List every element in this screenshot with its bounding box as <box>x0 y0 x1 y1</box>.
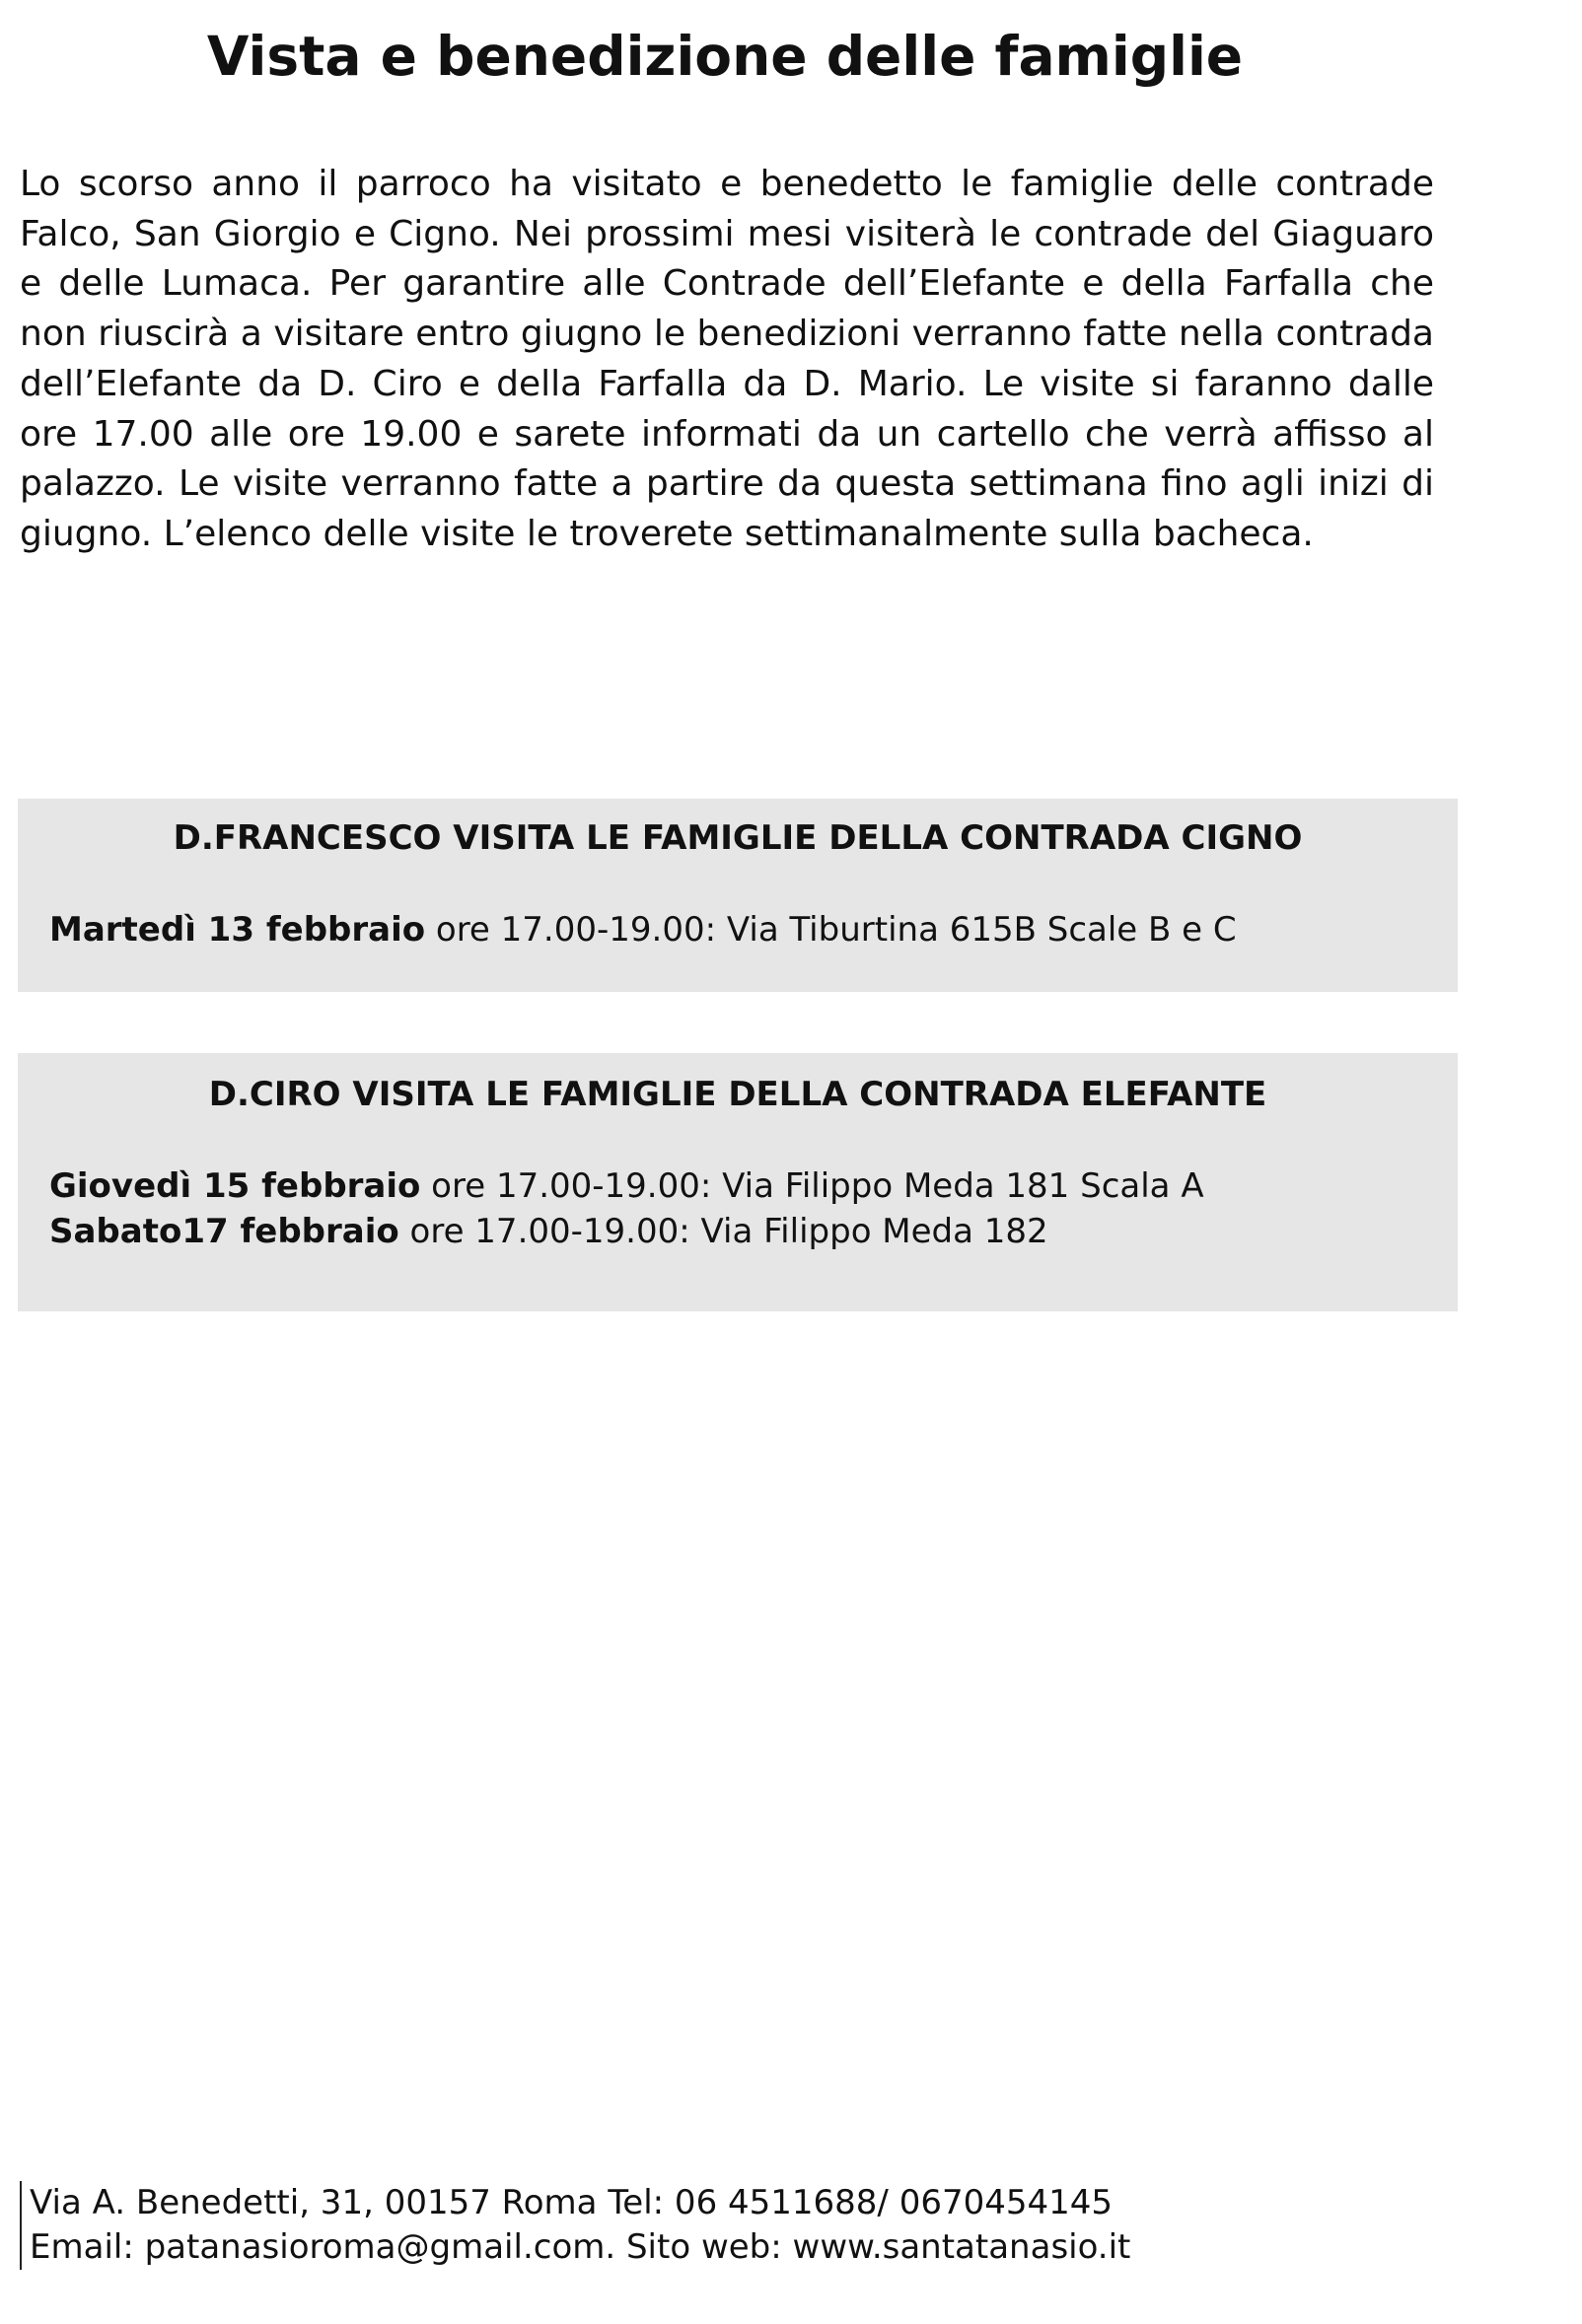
visit-detail: ore 17.00-19.00: Via Tiburtina 615B Scale B e C <box>425 910 1237 950</box>
visit-entry <box>49 907 1426 952</box>
visit-day: Sabato17 febbraio <box>49 1212 399 1251</box>
visit-entry <box>49 1209 1426 1254</box>
visit-detail: ore 17.00-19.00: Via Filippo Meda 181 Scala A <box>420 1166 1204 1206</box>
visit-box-cigno <box>18 799 1458 992</box>
page-title: Vista e benedizione delle famiglie <box>206 25 1244 88</box>
visit-list <box>49 1163 1426 1254</box>
visit-day: Giovedì 15 febbraio <box>49 1166 421 1206</box>
footer <box>20 2181 1130 2270</box>
footer-contacts: Email: patanasioroma@gmail.com. Sito web: www.santatanasio.it <box>30 2227 1131 2267</box>
visit-list <box>49 907 1426 952</box>
visit-day: Martedì 13 febbraio <box>49 910 426 950</box>
visit-box-heading: D.CIRO VISITA LE FAMIGLIE DELLA CONTRADA ELEFANTE <box>208 1075 1267 1114</box>
visit-entry <box>49 1163 1426 1209</box>
footer-address: Via A. Benedetti, 31, 00157 Roma Tel: 06 4511688/ 0670454145 <box>30 2183 1114 2222</box>
visit-box-heading: D.FRANCESCO VISITA LE FAMIGLIE DELLA CONTRADA CIGNO <box>173 818 1303 858</box>
visit-box-elefante <box>18 1053 1458 1311</box>
visit-detail: ore 17.00-19.00: Via Filippo Meda 182 <box>398 1212 1048 1251</box>
intro-paragraph: Lo scorso anno il parroco ha visitato e benedetto le famiglie delle contrade Falco, San Giorgio e Cigno. Nei prossimi mesi visiterà le contrade del Giaguaro e delle Lumaca. Per garantire alle Contrade dell’Elefante e della Farfalla che non riuscirà a visitare entro giugno le benedizioni verranno fatte nella contrada dell’Elefante da D. Ciro e della Farfalla da D. Mario. Le visite si faranno dalle ore 17.00 alle ore 19.00 e sarete informati da un cartello che verrà affisso al palazzo. Le visite verranno fatte a partire da questa settimana fino agli inizi di giugno. L’elenco delle visite le troverete settimanalmente sulla bacheca. <box>20 164 1434 554</box>
